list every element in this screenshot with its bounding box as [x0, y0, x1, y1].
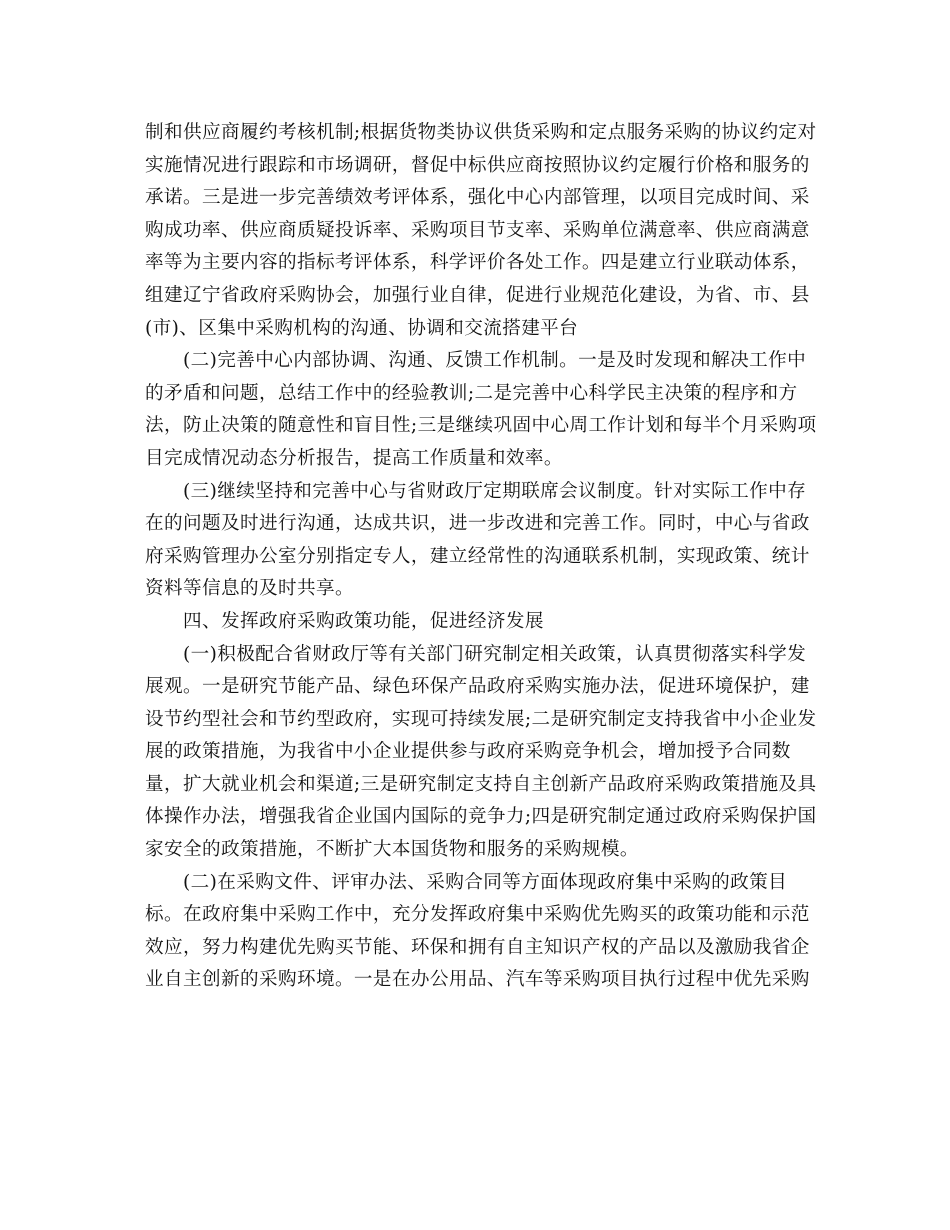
text-line: 府采购管理办公室分别指定专人，建立经常性的沟通联系机制，实现政策、统计 [145, 545, 810, 567]
text-line: 业自主创新的采购环境。一是在办公用品、汽车等采购项目执行过程中优先采购 [145, 969, 810, 991]
text-line: 标。在政府集中采购工作中，充分发挥政府集中采购优先购买的政策功能和示范 [145, 904, 810, 926]
text-line: 展观。一是研究节能产品、绿色环保产品政府采购实施办法，促进环境保护，建 [145, 676, 810, 698]
text-line: 设节约型社会和节约型政府，实现可持续发展;二是研究制定支持我省中小企业发 [145, 708, 817, 730]
text-line: (二)完善中心内部协调、沟通、反馈工作机制。一是及时发现和解决工作中 [145, 350, 807, 372]
text-line: 在的问题及时进行沟通，达成共识，进一步改进和完善工作。同时，中心与省政 [145, 513, 810, 535]
text-line: 量，扩大就业机会和渠道;三是研究制定支持自主创新产品政府采购政策措施及具 [145, 773, 817, 795]
text-line: 购成功率、供应商质疑投诉率、采购项目节支率、采购单位满意率、供应商满意 [145, 219, 810, 241]
text-line: (二)在采购文件、评审办法、采购合同等方面体现政府集中采购的政策目 [145, 871, 788, 893]
text-line: 资料等信息的及时共享。 [145, 578, 354, 600]
section-heading: 四、发挥政府采购政策功能，促进经济发展 [145, 610, 544, 632]
text-line: 体操作办法，增强我省企业国内国际的竞争力;四是研究制定通过政府采购保护国 [145, 806, 817, 828]
text-line: 展的政策措施，为我省中小企业提供参与政府采购竞争机会，增加授予合同数 [145, 741, 791, 763]
text-line: 率等为主要内容的指标考评体系，科学评价各处工作。四是建立行业联动体系， [145, 252, 810, 274]
text-line: 组建辽宁省政府采购协会，加强行业自律，促进行业规范化建设，为省、市、县 [145, 284, 810, 306]
text-line: (一)积极配合省财政厅等有关部门研究制定相关政策，认真贯彻落实科学发 [145, 643, 807, 665]
text-line: 效应，努力构建优先购买节能、环保和拥有自主知识产权的产品以及激励我省企 [145, 936, 810, 958]
document-body [145, 117, 817, 997]
text-line: 目完成情况动态分析报告，提高工作质量和效率。 [145, 447, 563, 469]
text-line: 实施情况进行跟踪和市场调研，督促中标供应商按照协议约定履行价格和服务的 [145, 154, 810, 176]
text-line: 承诺。三是进一步完善绩效考评体系，强化中心内部管理，以项目完成时间、采 [145, 187, 810, 209]
text-line: 家安全的政策措施，不断扩大本国货物和服务的采购规模。 [145, 839, 639, 861]
text-line: 的矛盾和问题，总结工作中的经验教训;二是完善中心科学民主决策的程序和方 [145, 382, 798, 404]
text-line: 制和供应商履约考核机制;根据货物类协议供货采购和定点服务采购的协议约定对 [145, 122, 817, 143]
text-line: (市)、区集中采购机构的沟通、协调和交流搭建平台 [145, 317, 579, 339]
text-line: (三)继续坚持和完善中心与省财政厅定期联席会议制度。针对实际工作中存 [145, 480, 807, 502]
text-line: 法，防止决策的随意性和盲目性;三是继续巩固中心周工作计划和每半个月采购项 [145, 415, 817, 437]
